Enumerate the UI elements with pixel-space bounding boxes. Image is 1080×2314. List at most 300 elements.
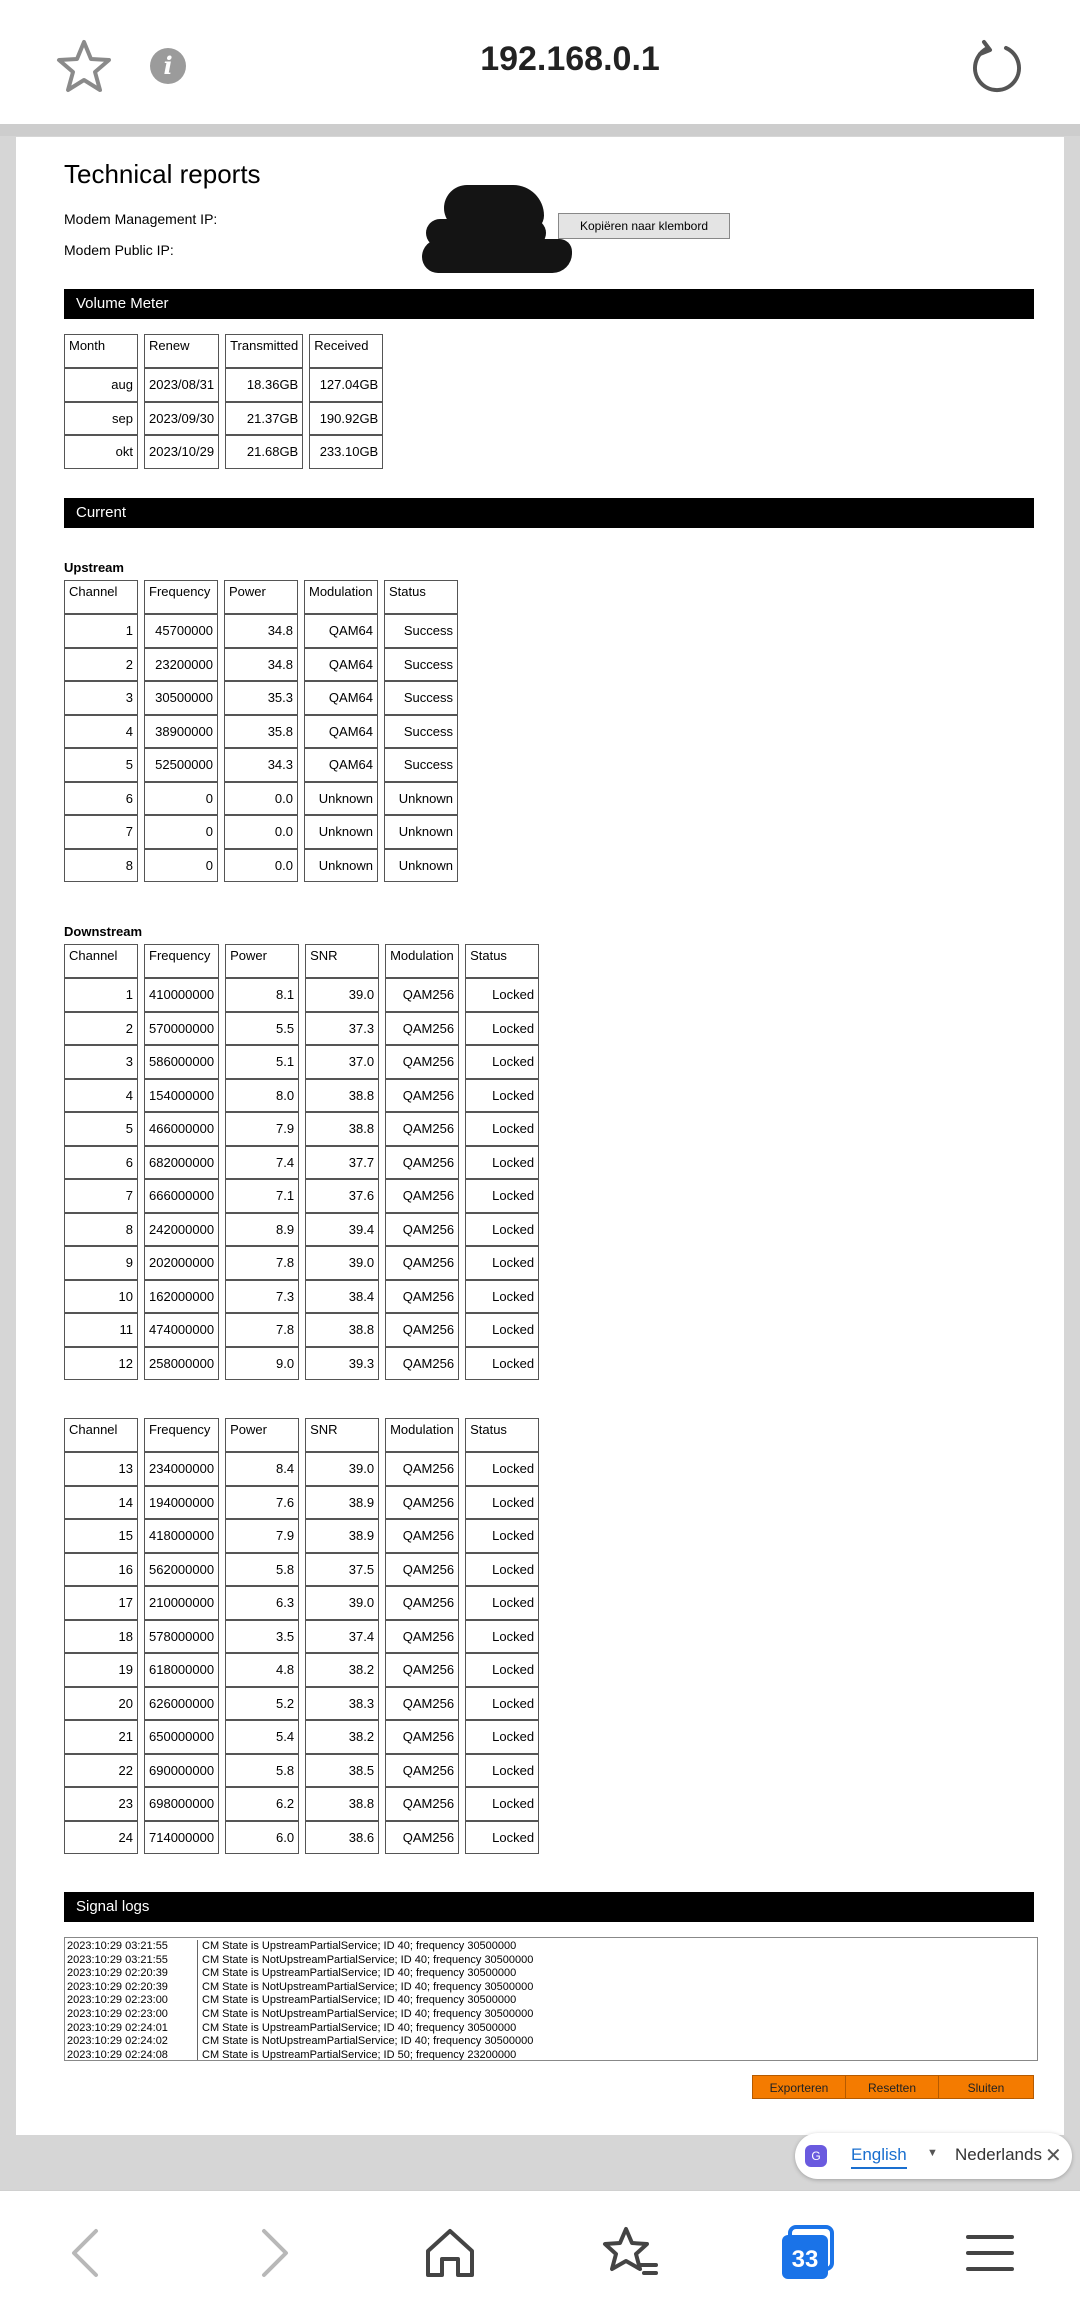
table-row bbox=[64, 1720, 539, 1754]
table-cell: QAM256 bbox=[385, 1452, 459, 1486]
table-cell: 210000000 bbox=[144, 1586, 219, 1620]
table-cell: 8.9 bbox=[225, 1213, 299, 1247]
table-cell: Locked bbox=[465, 1179, 539, 1213]
table-cell: 23200000 bbox=[144, 648, 218, 682]
table-cell: 10 bbox=[64, 1280, 138, 1314]
table-cell: 5.8 bbox=[225, 1553, 299, 1587]
table-cell: 39.0 bbox=[305, 1246, 379, 1280]
table-cell: QAM256 bbox=[385, 1179, 459, 1213]
table-cell: 0.0 bbox=[224, 782, 298, 816]
log-timestamp: 2023:10:29 02:24:01 bbox=[67, 2022, 198, 2036]
column-header: Channel bbox=[64, 944, 138, 978]
table-cell: 38.8 bbox=[305, 1112, 379, 1146]
downstream-title: Downstream bbox=[64, 924, 143, 939]
table-cell: 5.2 bbox=[225, 1687, 299, 1721]
column-header: Channel bbox=[64, 580, 138, 614]
table-cell: 7.9 bbox=[225, 1112, 299, 1146]
star-outline-icon[interactable] bbox=[54, 36, 114, 96]
table-row bbox=[64, 368, 383, 402]
table-row bbox=[64, 1146, 539, 1180]
table-cell: 233.10GB bbox=[309, 435, 383, 469]
table-cell: 7 bbox=[64, 815, 138, 849]
table-cell: 418000000 bbox=[144, 1519, 219, 1553]
table-cell: 30500000 bbox=[144, 681, 218, 715]
column-header: Renew bbox=[144, 334, 219, 368]
table-cell: 38.8 bbox=[305, 1787, 379, 1821]
table-cell: 6.3 bbox=[225, 1586, 299, 1620]
table-cell: 626000000 bbox=[144, 1687, 219, 1721]
column-header: Frequency bbox=[144, 580, 218, 614]
table-cell: QAM256 bbox=[385, 1720, 459, 1754]
table-cell: 38.8 bbox=[305, 1313, 379, 1347]
log-timestamp: 2023:10:29 03:21:55 bbox=[67, 1940, 198, 1954]
table-cell: 37.0 bbox=[305, 1045, 379, 1079]
table-header-row bbox=[64, 944, 539, 978]
table-cell: 11 bbox=[64, 1313, 138, 1347]
table-row bbox=[64, 1112, 539, 1146]
log-message: CM State is NotUpstreamPartialService; ID 40; frequency 30500000 bbox=[202, 1953, 534, 1966]
table-cell: Locked bbox=[465, 1313, 539, 1347]
table-cell: QAM256 bbox=[385, 1246, 459, 1280]
table-cell: QAM256 bbox=[385, 1821, 459, 1855]
table-cell: 0 bbox=[144, 849, 218, 883]
table-row bbox=[64, 1787, 539, 1821]
table-cell: Locked bbox=[465, 1246, 539, 1280]
table-row bbox=[64, 1079, 539, 1113]
table-row bbox=[64, 1620, 539, 1654]
table-cell: QAM64 bbox=[304, 748, 378, 782]
table-row bbox=[64, 815, 458, 849]
log-timestamp: 2023:10:29 02:24:02 bbox=[67, 2035, 198, 2049]
table-row bbox=[64, 849, 458, 883]
chevron-left-icon[interactable] bbox=[56, 2221, 120, 2285]
table-row bbox=[64, 1179, 539, 1213]
table-cell: 7.9 bbox=[225, 1519, 299, 1553]
table-cell: Locked bbox=[465, 1347, 539, 1381]
browser-toolbar bbox=[0, 0, 1080, 125]
table-cell: 38.4 bbox=[305, 1280, 379, 1314]
table-cell: 3 bbox=[64, 681, 138, 715]
table-cell: QAM256 bbox=[385, 1653, 459, 1687]
table-cell: QAM256 bbox=[385, 1213, 459, 1247]
table-cell: 7.8 bbox=[225, 1246, 299, 1280]
table-header-row bbox=[64, 580, 458, 614]
table-cell: 5.8 bbox=[225, 1754, 299, 1788]
section-volume-meter: Volume Meter bbox=[64, 289, 1034, 319]
table-cell: Success bbox=[384, 715, 458, 749]
table-cell: 8 bbox=[64, 1213, 138, 1247]
page-title: Technical reports bbox=[64, 159, 261, 189]
table-row bbox=[64, 1586, 539, 1620]
table-cell: 618000000 bbox=[144, 1653, 219, 1687]
browser-bottom-nav bbox=[0, 2190, 1080, 2314]
table-cell: 6.2 bbox=[225, 1787, 299, 1821]
table-cell: 7.4 bbox=[225, 1146, 299, 1180]
column-header: Power bbox=[224, 580, 298, 614]
hamburger-menu-icon[interactable] bbox=[958, 2221, 1022, 2285]
table-cell: 34.8 bbox=[224, 614, 298, 648]
section-current: Current bbox=[64, 498, 1034, 528]
table-cell: 34.8 bbox=[224, 648, 298, 682]
column-header: Channel bbox=[64, 1418, 138, 1452]
table-cell: sep bbox=[64, 402, 138, 436]
table-cell: Success bbox=[384, 748, 458, 782]
column-header: Frequency bbox=[144, 1418, 219, 1452]
table-cell: 2023/09/30 bbox=[144, 402, 219, 436]
table-cell: Locked bbox=[465, 1687, 539, 1721]
table-cell: 34.3 bbox=[224, 748, 298, 782]
table-cell: Locked bbox=[465, 1112, 539, 1146]
table-cell: Locked bbox=[465, 978, 539, 1012]
table-cell: 15 bbox=[64, 1519, 138, 1553]
table-cell: 17 bbox=[64, 1586, 138, 1620]
table-cell: 2023/08/31 bbox=[144, 368, 219, 402]
table-cell: 38.6 bbox=[305, 1821, 379, 1855]
table-cell: QAM256 bbox=[385, 1687, 459, 1721]
table-row bbox=[64, 614, 458, 648]
tab-count: 33 bbox=[791, 2246, 819, 2273]
log-entry bbox=[67, 2008, 1037, 2022]
table-cell: QAM256 bbox=[385, 1146, 459, 1180]
table-cell: 45700000 bbox=[144, 614, 218, 648]
column-header: Modulation bbox=[385, 944, 459, 978]
table-cell: Unknown bbox=[304, 782, 378, 816]
log-timestamp: 2023:10:29 02:23:00 bbox=[67, 2008, 198, 2022]
table-cell: Locked bbox=[465, 1586, 539, 1620]
table-cell: 578000000 bbox=[144, 1620, 219, 1654]
table-cell: Unknown bbox=[304, 815, 378, 849]
table-cell: 4 bbox=[64, 1079, 138, 1113]
log-message: CM State is UpstreamPartialService; ID 40; frequency 30500000 bbox=[202, 1994, 517, 2007]
table-cell: 466000000 bbox=[144, 1112, 219, 1146]
table-cell: Locked bbox=[465, 1045, 539, 1079]
log-message: CM State is UpstreamPartialService; ID 40; frequency 30500000 bbox=[202, 2021, 517, 2034]
table-cell: Success bbox=[384, 648, 458, 682]
table-row bbox=[64, 1213, 539, 1247]
table-cell: 1 bbox=[64, 614, 138, 648]
table-cell: 162000000 bbox=[144, 1280, 219, 1314]
table-cell: 19 bbox=[64, 1653, 138, 1687]
table-cell: Locked bbox=[465, 1787, 539, 1821]
table-cell: 5.1 bbox=[225, 1045, 299, 1079]
table-cell: 22 bbox=[64, 1754, 138, 1788]
table-row bbox=[64, 1486, 539, 1520]
log-message: CM State is NotUpstreamPartialService; ID 40; frequency 30500000 bbox=[202, 2007, 534, 2020]
table-cell: Locked bbox=[465, 1146, 539, 1180]
table-cell: 20 bbox=[64, 1687, 138, 1721]
table-cell: 5.5 bbox=[225, 1012, 299, 1046]
table-cell: 21 bbox=[64, 1720, 138, 1754]
export-button[interactable]: Exporteren bbox=[752, 2075, 846, 2099]
column-header: Status bbox=[465, 1418, 539, 1452]
table-cell: QAM256 bbox=[385, 1079, 459, 1113]
column-header: Status bbox=[465, 944, 539, 978]
column-header: Status bbox=[384, 580, 458, 614]
table-cell: QAM256 bbox=[385, 1347, 459, 1381]
table-cell: 52500000 bbox=[144, 748, 218, 782]
page-content bbox=[16, 137, 1064, 2135]
table-cell: QAM256 bbox=[385, 978, 459, 1012]
table-cell: 154000000 bbox=[144, 1079, 219, 1113]
column-header: Power bbox=[225, 944, 299, 978]
column-header: SNR bbox=[305, 944, 379, 978]
log-entry bbox=[67, 2049, 1037, 2061]
table-cell: QAM256 bbox=[385, 1045, 459, 1079]
table-cell: 5 bbox=[64, 1112, 138, 1146]
table-header-row bbox=[64, 334, 383, 368]
table-row bbox=[64, 681, 458, 715]
log-entry bbox=[67, 1967, 1037, 1981]
table-cell: QAM256 bbox=[385, 1553, 459, 1587]
table-row bbox=[64, 1280, 539, 1314]
table-cell: 4.8 bbox=[225, 1653, 299, 1687]
table-cell: 666000000 bbox=[144, 1179, 219, 1213]
table-row bbox=[64, 782, 458, 816]
table-row bbox=[64, 978, 539, 1012]
table-cell: 12 bbox=[64, 1347, 138, 1381]
table-cell: 258000000 bbox=[144, 1347, 219, 1381]
table-cell: 127.04GB bbox=[309, 368, 383, 402]
table-cell: 202000000 bbox=[144, 1246, 219, 1280]
reload-icon[interactable] bbox=[966, 38, 1026, 98]
table-cell: 39.3 bbox=[305, 1347, 379, 1381]
table-cell: 7.8 bbox=[225, 1313, 299, 1347]
translate-bar bbox=[795, 2133, 1072, 2179]
log-entry bbox=[67, 1994, 1037, 2008]
chevron-down-icon[interactable]: ▼ bbox=[927, 2147, 938, 2159]
table-cell: Locked bbox=[465, 1653, 539, 1687]
log-timestamp: 2023:10:29 02:20:39 bbox=[67, 1981, 198, 1995]
section-signal-logs: Signal logs bbox=[64, 1892, 1034, 1922]
column-header: Power bbox=[225, 1418, 299, 1452]
table-cell: 714000000 bbox=[144, 1821, 219, 1855]
table-cell: Locked bbox=[465, 1754, 539, 1788]
table-cell: 1 bbox=[64, 978, 138, 1012]
table-cell: QAM256 bbox=[385, 1586, 459, 1620]
upstream-table bbox=[58, 580, 464, 882]
table-cell: 38.3 bbox=[305, 1687, 379, 1721]
home-icon[interactable] bbox=[418, 2221, 482, 2285]
translate-icon: G bbox=[805, 2145, 827, 2167]
table-cell: 0 bbox=[144, 782, 218, 816]
table-cell: 21.68GB bbox=[225, 435, 303, 469]
log-message: CM State is UpstreamPartialService; ID 50; frequency 23200000 bbox=[202, 2048, 517, 2061]
table-cell: 38.2 bbox=[305, 1720, 379, 1754]
table-cell: QAM64 bbox=[304, 681, 378, 715]
table-cell: 698000000 bbox=[144, 1787, 219, 1821]
table-cell: QAM256 bbox=[385, 1313, 459, 1347]
table-row bbox=[64, 1754, 539, 1788]
translate-target-language[interactable]: Nederlands bbox=[955, 2145, 1042, 2164]
table-cell: 37.6 bbox=[305, 1179, 379, 1213]
close-button[interactable]: Sluiten bbox=[938, 2075, 1034, 2099]
table-cell: 24 bbox=[64, 1821, 138, 1855]
column-header: Month bbox=[64, 334, 138, 368]
translate-source-language[interactable]: English bbox=[851, 2145, 907, 2169]
table-cell: 38.5 bbox=[305, 1754, 379, 1788]
upstream-title: Upstream bbox=[64, 560, 124, 575]
table-row bbox=[64, 1452, 539, 1486]
table-cell: 8.1 bbox=[225, 978, 299, 1012]
table-cell: 38.8 bbox=[305, 1079, 379, 1113]
table-row bbox=[64, 1519, 539, 1553]
table-header-row bbox=[64, 1418, 539, 1452]
table-cell: QAM256 bbox=[385, 1112, 459, 1146]
table-cell: Unknown bbox=[384, 815, 458, 849]
table-cell: Unknown bbox=[384, 782, 458, 816]
table-row bbox=[64, 1313, 539, 1347]
table-cell: 16 bbox=[64, 1553, 138, 1587]
log-entry bbox=[67, 2022, 1037, 2036]
star-list-icon[interactable] bbox=[598, 2221, 662, 2285]
table-cell: 13 bbox=[64, 1452, 138, 1486]
column-header: Transmitted bbox=[225, 334, 303, 368]
table-cell: Locked bbox=[465, 1553, 539, 1587]
volume-meter-table bbox=[58, 334, 389, 469]
table-cell: Locked bbox=[465, 1452, 539, 1486]
table-cell: Locked bbox=[465, 1519, 539, 1553]
table-row bbox=[64, 1347, 539, 1381]
table-cell: QAM256 bbox=[385, 1486, 459, 1520]
table-cell: 3.5 bbox=[225, 1620, 299, 1654]
table-row bbox=[64, 402, 383, 436]
table-row bbox=[64, 1687, 539, 1721]
table-cell: 38.9 bbox=[305, 1519, 379, 1553]
table-cell: Locked bbox=[465, 1720, 539, 1754]
table-cell: QAM256 bbox=[385, 1012, 459, 1046]
table-cell: 0.0 bbox=[224, 849, 298, 883]
table-cell: QAM64 bbox=[304, 715, 378, 749]
table-row bbox=[64, 648, 458, 682]
table-cell: 2 bbox=[64, 1012, 138, 1046]
table-cell: 474000000 bbox=[144, 1313, 219, 1347]
table-row bbox=[64, 1653, 539, 1687]
downstream-table-2 bbox=[58, 1418, 545, 1854]
table-cell: Unknown bbox=[384, 849, 458, 883]
table-cell: 39.0 bbox=[305, 1452, 379, 1486]
column-header: Modulation bbox=[304, 580, 378, 614]
table-cell: 39.0 bbox=[305, 1586, 379, 1620]
table-cell: 650000000 bbox=[144, 1720, 219, 1754]
table-cell: 682000000 bbox=[144, 1146, 219, 1180]
table-cell: QAM256 bbox=[385, 1754, 459, 1788]
table-cell: aug bbox=[64, 368, 138, 402]
table-cell: 6 bbox=[64, 1146, 138, 1180]
modem-management-ip-label: Modem Management IP: bbox=[64, 211, 218, 227]
table-cell: 38.9 bbox=[305, 1486, 379, 1520]
table-cell: QAM64 bbox=[304, 614, 378, 648]
table-cell: Locked bbox=[465, 1821, 539, 1855]
chevron-right-icon[interactable] bbox=[240, 2221, 304, 2285]
table-cell: 0 bbox=[144, 815, 218, 849]
table-cell: 8.0 bbox=[225, 1079, 299, 1113]
table-cell: QAM256 bbox=[385, 1787, 459, 1821]
table-cell: 690000000 bbox=[144, 1754, 219, 1788]
table-cell: 37.3 bbox=[305, 1012, 379, 1046]
log-message: CM State is NotUpstreamPartialService; ID 40; frequency 30500000 bbox=[202, 2035, 534, 2048]
table-cell: 3 bbox=[64, 1045, 138, 1079]
table-cell: 194000000 bbox=[144, 1486, 219, 1520]
log-entry bbox=[67, 2035, 1037, 2049]
column-header: Received bbox=[309, 334, 383, 368]
table-cell: 37.4 bbox=[305, 1620, 379, 1654]
table-cell: QAM64 bbox=[304, 648, 378, 682]
table-cell: 570000000 bbox=[144, 1012, 219, 1046]
table-cell: QAM256 bbox=[385, 1620, 459, 1654]
table-cell: 38900000 bbox=[144, 715, 218, 749]
table-row bbox=[64, 715, 458, 749]
address-bar-url[interactable]: 192.168.0.1 bbox=[480, 40, 660, 78]
table-cell: 8.4 bbox=[225, 1452, 299, 1486]
table-cell: 39.0 bbox=[305, 978, 379, 1012]
table-cell: 4 bbox=[64, 715, 138, 749]
tabs-icon[interactable] bbox=[776, 2221, 840, 2285]
table-cell: 7.1 bbox=[225, 1179, 299, 1213]
table-cell: Locked bbox=[465, 1079, 539, 1113]
table-cell: 35.8 bbox=[224, 715, 298, 749]
table-cell: 7 bbox=[64, 1179, 138, 1213]
copy-to-clipboard-button[interactable]: Kopiëren naar klembord bbox=[558, 213, 730, 239]
toolbar-divider bbox=[0, 124, 1080, 136]
table-cell: 6 bbox=[64, 782, 138, 816]
table-cell: 14 bbox=[64, 1486, 138, 1520]
table-row bbox=[64, 435, 383, 469]
table-cell: Locked bbox=[465, 1620, 539, 1654]
table-cell: okt bbox=[64, 435, 138, 469]
log-entry bbox=[67, 1981, 1037, 1995]
table-cell: 9 bbox=[64, 1246, 138, 1280]
table-cell: Locked bbox=[465, 1486, 539, 1520]
table-cell: 234000000 bbox=[144, 1452, 219, 1486]
reset-button[interactable]: Resetten bbox=[845, 2075, 939, 2099]
table-cell: Locked bbox=[465, 1012, 539, 1046]
table-cell: 37.5 bbox=[305, 1553, 379, 1587]
table-row bbox=[64, 1045, 539, 1079]
log-timestamp: 2023:10:29 02:20:39 bbox=[67, 1967, 198, 1981]
signal-log-list[interactable] bbox=[64, 1937, 1038, 2061]
redaction-mark bbox=[422, 239, 572, 273]
table-cell: 5.4 bbox=[225, 1720, 299, 1754]
table-row bbox=[64, 1012, 539, 1046]
table-cell: 2 bbox=[64, 648, 138, 682]
table-cell: 242000000 bbox=[144, 1213, 219, 1247]
table-cell: Unknown bbox=[304, 849, 378, 883]
table-cell: QAM256 bbox=[385, 1519, 459, 1553]
table-cell: 18 bbox=[64, 1620, 138, 1654]
log-timestamp: 2023:10:29 02:23:00 bbox=[67, 1994, 198, 2008]
table-row bbox=[64, 1553, 539, 1587]
table-cell: 39.4 bbox=[305, 1213, 379, 1247]
close-icon[interactable]: ✕ bbox=[1045, 2145, 1062, 2167]
table-cell: 586000000 bbox=[144, 1045, 219, 1079]
log-entry bbox=[67, 1954, 1037, 1968]
table-cell: 9.0 bbox=[225, 1347, 299, 1381]
table-cell: Locked bbox=[465, 1213, 539, 1247]
log-message: CM State is NotUpstreamPartialService; ID 40; frequency 30500000 bbox=[202, 1980, 534, 1993]
log-timestamp: 2023:10:29 02:24:08 bbox=[67, 2049, 198, 2061]
modem-public-ip-label: Modem Public IP: bbox=[64, 242, 174, 258]
table-cell: 562000000 bbox=[144, 1553, 219, 1587]
log-message: CM State is UpstreamPartialService; ID 40; frequency 30500000 bbox=[202, 1940, 517, 1952]
table-cell: 7.6 bbox=[225, 1486, 299, 1520]
table-cell: 190.92GB bbox=[309, 402, 383, 436]
table-cell: 37.7 bbox=[305, 1146, 379, 1180]
info-icon[interactable]: i bbox=[150, 48, 186, 84]
column-header: SNR bbox=[305, 1418, 379, 1452]
table-cell: 35.3 bbox=[224, 681, 298, 715]
table-cell: 7.3 bbox=[225, 1280, 299, 1314]
table-cell: 5 bbox=[64, 748, 138, 782]
